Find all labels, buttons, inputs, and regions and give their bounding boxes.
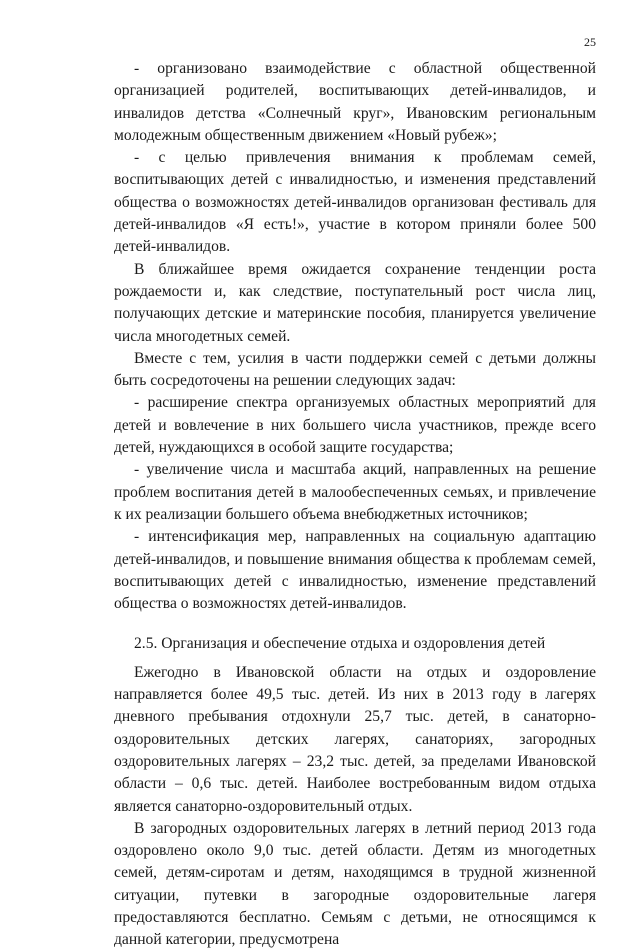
section-heading: 2.5. Организация и обеспечение отдыха и оздоровления детей <box>134 635 546 653</box>
paragraph: - расширение спектра организуемых областных мероприятий для детей и вовлечение в них большего числа участников, прежде всего детей, нуждающихся в особой защите государства; <box>114 394 596 457</box>
paragraph: В загородных оздоровительных лагерях в летний период 2013 года оздоровлено около 9,0 тыс. детей области. Детям из многодетных семей, детям-сиротам и детям, находящимся в трудной жизненной ситуации, путевки в загородные оздоровительные лагеря предоставляются бесплатно. Семьям с детьми, не относящимся к данной категории, предусмотрена <box>114 819 596 949</box>
paragraph: В ближайшее время ожидается сохранение тенденции роста рождаемости и, как следствие, поступательный рост числа лиц, получающих детские и материнские пособия, планируется увеличение числа многодетных семей. <box>114 260 596 345</box>
document-body <box>114 58 596 952</box>
page-number: 25 <box>584 35 596 49</box>
paragraph: - с целью привлечения внимания к проблемам семей, воспитывающих детей с инвалидностью, и изменения представлений общества о возможностях детей-инвалидов организован фестиваль для детей-инвалидов «Я есть!», участие в котором приняли более 500 детей-инвалидов. <box>114 149 596 256</box>
paragraph: - увеличение числа и масштаба акций, направленных на решение проблем воспитания детей в малообеспеченных семьях, и привлечение к их реализации большего объема внебюджетных источников; <box>114 461 596 523</box>
paragraph: - организовано взаимодействие с областной общественной организацией родителей, воспитывающих детей-инвалидов, и инвалидов детства «Солнечный круг», Ивановским региональным молодежным общественным движением «Новый рубеж»; <box>114 60 596 144</box>
paragraph: Ежегодно в Ивановской области на отдых и оздоровление направляется более 49,5 тыс. детей. Из них в 2013 году в лагерях дневного пребывания отдохнули 25,7 тыс. детей, в санаторно-оздоровительных детских лагерях, санаториях, загородных оздоровительных лагерях – 23,2 тыс. детей, за пределами Ивановской области – 0,6 тыс. детей. Наиболее востребованным видом отдыха является санаторно-оздоровительный отдых. <box>114 663 596 815</box>
paragraph: - интенсификация мер, направленных на социальную адаптацию детей-инвалидов, и повышение внимания общества к проблемам семей, воспитывающих детей с инвалидностью, изменение представлений общества о возможностях детей-инвалидов. <box>114 528 596 613</box>
paragraph: Вместе с тем, усилия в части поддержки семей с детьми должны быть сосредоточены на решении следующих задач: <box>114 349 596 390</box>
